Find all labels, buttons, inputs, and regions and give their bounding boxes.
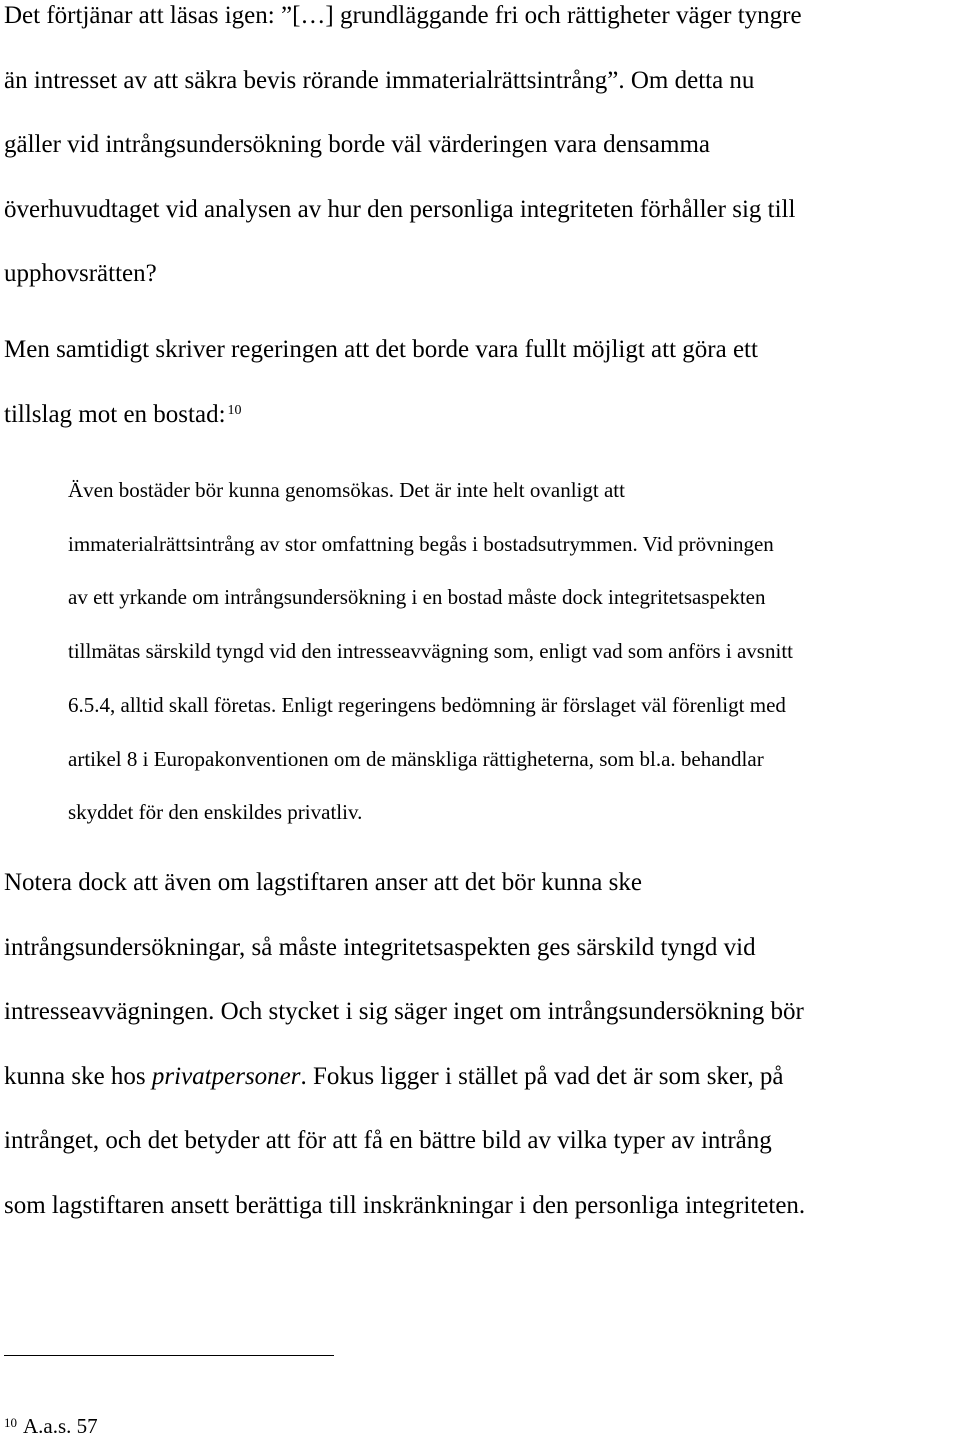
text-line	[4, 383, 952, 448]
text-segment: . Fokus ligger i stället på vad det är som sker, på	[300, 1062, 784, 1090]
quote-line: tillmätas särskild tyngd vid den intresseavvägning som, enligt vad som anförs i avsnitt	[68, 639, 793, 664]
footnote-text: A.a.s. 57	[23, 1414, 98, 1438]
footnote	[4, 1411, 98, 1441]
emphasis-text: privatpersoner	[151, 1062, 301, 1090]
quote-line: 6.5.4, alltid skall företas. Enligt regeringens bedömning är förslaget väl förenligt med	[68, 692, 786, 717]
text-segment: tillslag mot en bostad:	[4, 400, 226, 428]
text-line	[4, 1045, 952, 1110]
text-line: intresseavvägningen. Och stycket i sig säger inget om intrångsundersökning bör	[4, 998, 804, 1026]
footnote-reference: 10	[227, 402, 242, 418]
text-line: intrångsundersökningar, så måste integritetsaspekten ges särskild tyngd vid	[4, 933, 756, 961]
quote-line: Även bostäder bör kunna genomsökas. Det är inte helt ovanligt att	[68, 478, 625, 502]
text-line: än intresset av att säkra bevis rörande immaterialrättsintrång”. Om detta nu	[4, 66, 755, 94]
text-line: som lagstiftaren ansett berättiga till inskränkningar i den personliga integriteten.	[4, 1191, 806, 1219]
block-quote	[68, 464, 948, 840]
footnote-number: 10	[4, 1415, 17, 1430]
paragraph-4	[4, 851, 952, 1239]
quote-line: skyddet för den enskildes privatliv.	[68, 800, 363, 825]
quote-line: av ett yrkande om intrångsundersökning i en bostad måste dock integritetsaspekten	[68, 585, 766, 610]
quote-line: immaterialrättsintrång av stor omfattning begås i bostadsutrymmen. Vid prövningen	[68, 531, 774, 556]
paragraph-1	[4, 0, 952, 307]
text-line: Men samtidigt skriver regeringen att det borde vara fullt möjligt att göra ett	[4, 336, 758, 363]
footnote-separator	[4, 1355, 334, 1356]
paragraph-2	[4, 318, 952, 447]
text-segment: kunna ske hos	[4, 1062, 152, 1090]
text-line: överhuvudtaget vid analysen av hur den personliga integriteten förhåller sig till	[4, 195, 796, 223]
quote-line: artikel 8 i Europakonventionen om de mänskliga rättigheterna, som bl.a. behandlar	[68, 746, 764, 771]
text-line: gäller vid intrångsundersökning borde väl värderingen vara densamma	[4, 131, 711, 159]
text-line: intrånget, och det betyder att för att få en bättre bild av vilka typer av intrång	[4, 1127, 772, 1155]
text-line: Det förtjänar att läsas igen: ”[…] grundläggande fri och rättigheter väger tyngre	[4, 2, 802, 29]
text-line: upphovsrätten?	[4, 260, 157, 288]
text-line: Notera dock att även om lagstiftaren anser att det bör kunna ske	[4, 869, 642, 896]
